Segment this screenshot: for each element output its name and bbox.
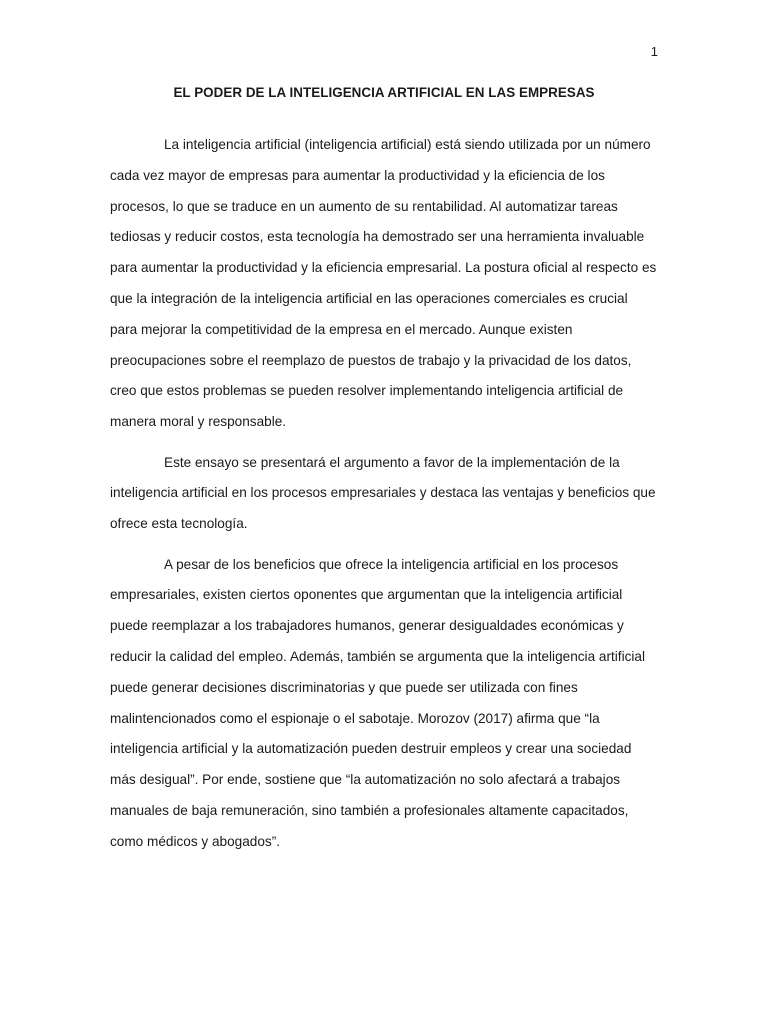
- document-body: [110, 130, 658, 858]
- paragraph-3: A pesar de los beneficios que ofrece la inteligencia artificial en los procesos empresariales, existen ciertos oponentes que argumentan que la inteligencia artificial puede reemplazar a los trabajadores humanos, generar desigualdades económicas y reducir la calidad del empleo. Además, también se argumenta que la inteligencia artificial puede generar decisiones discriminatorias y que puede ser utilizada con fines malintencionados como el espionaje o el sabotaje. Morozov (2017) afirma que “la inteligencia artificial y la automatización pueden destruir empleos y crear una sociedad más desigual”. Por ende, sostiene que “la automatización no solo afectará a trabajos manuales de baja remuneración, sino también a profesionales altamente capacitados, como médicos y abogados”.: [110, 556, 645, 849]
- page-number: 1: [650, 44, 658, 59]
- paragraph-2: Este ensayo se presentará el argumento a favor de la implementación de la inteligencia artificial en los procesos empresariales y destaca las ventajas y beneficios que ofrece esta tecnología.: [110, 454, 656, 532]
- paragraph-1: La inteligencia artificial (inteligencia artificial) está siendo utilizada por un número cada vez mayor de empresas para aumentar la productividad y la eficiencia de los procesos, lo que se traduce en un aumento de su rentabilidad. Al automatizar tareas tediosas y reducir costos, esta tecnología ha demostrado ser una herramienta invaluable para aumentar la productividad y la eficiencia empresarial. La postura oficial al respecto es que la integración de la inteligencia artificial en las operaciones comerciales es crucial para mejorar la competitividad de la empresa en el mercado. Aunque existen preocupaciones sobre el reemplazo de puestos de trabajo y la privacidad de los datos, creo que estos problemas se pueden resolver implementando inteligencia artificial de manera moral y responsable.: [110, 137, 657, 430]
- document-title: EL PODER DE LA INTELIGENCIA ARTIFICIAL EN LAS EMPRESAS: [173, 85, 595, 100]
